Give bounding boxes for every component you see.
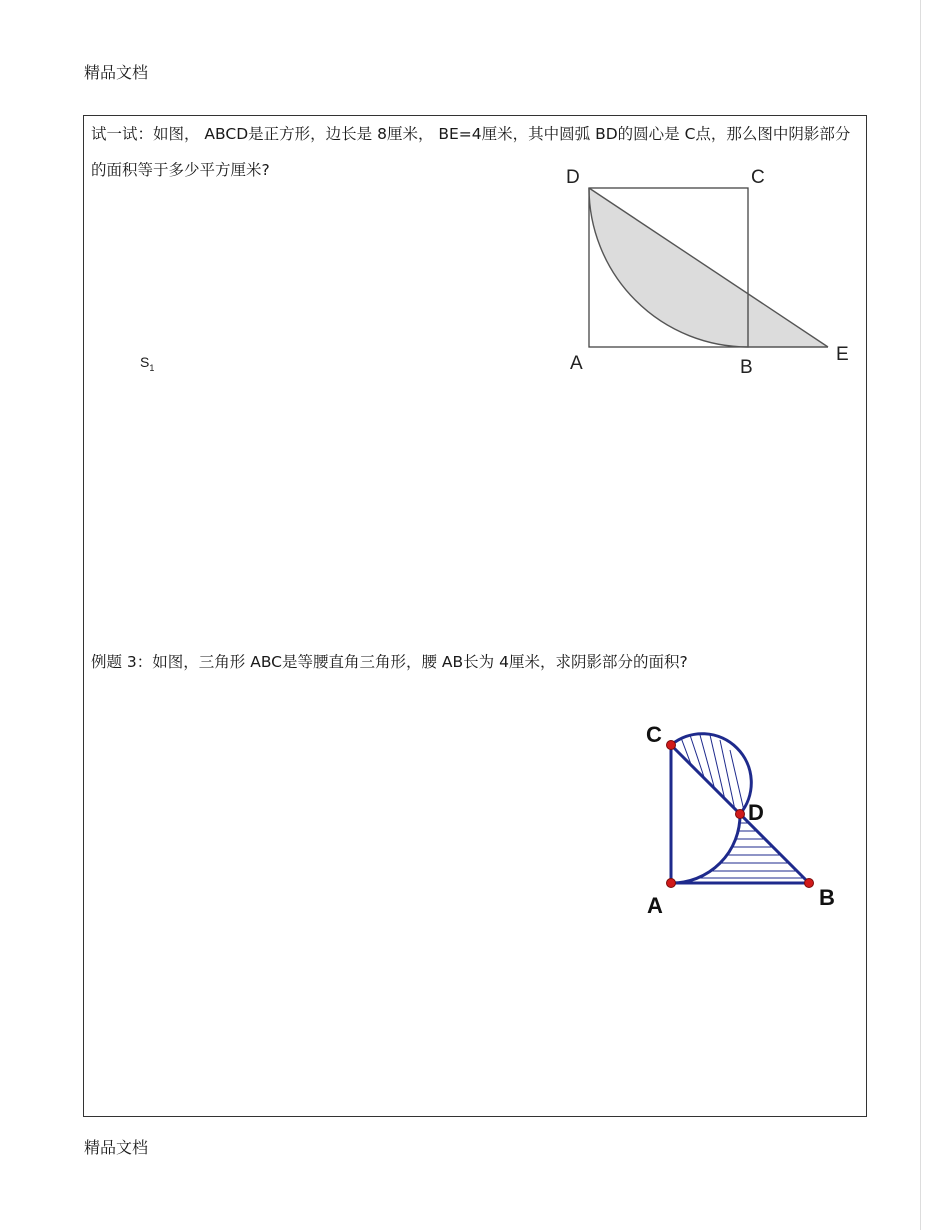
page-edge-rule [920,0,921,1230]
arc-upper [671,734,751,814]
figure-triangle-diagram [640,715,860,925]
s1-subscript: 1 [149,362,155,373]
label-b2: B [819,885,835,910]
label-b: B [740,357,753,378]
point-c [667,741,676,750]
label-a2: A [647,893,663,918]
label-a: A [570,353,583,374]
label-d: D [566,167,580,188]
page-footer: 精品文档 [84,1138,149,1157]
problem2-text: 例题 3：如图，三角形 ABC是等腰直角三角形，腰 AB长为 4厘米，求阴影部分的面积? [91,653,688,671]
point-a [667,879,676,888]
s1-label [140,354,154,373]
arc-lower [671,814,740,883]
label-d2: D [748,800,764,825]
label-e: E [836,344,849,365]
page-header: 精品文档 [84,63,149,82]
label-c: C [751,167,765,188]
figure-square-diagram [560,160,860,380]
point-b [805,879,814,888]
label-c2: C [646,722,662,747]
problem1-text: 试一试：如图， ABCD是正方形，边长是 8厘米， BE=4厘米，其中圆弧 BD的圆心是 C点，那么图中阴影部分的面积等于多少平方厘米? [91,125,851,179]
s1-letter: S [140,354,150,370]
point-d [736,810,745,819]
